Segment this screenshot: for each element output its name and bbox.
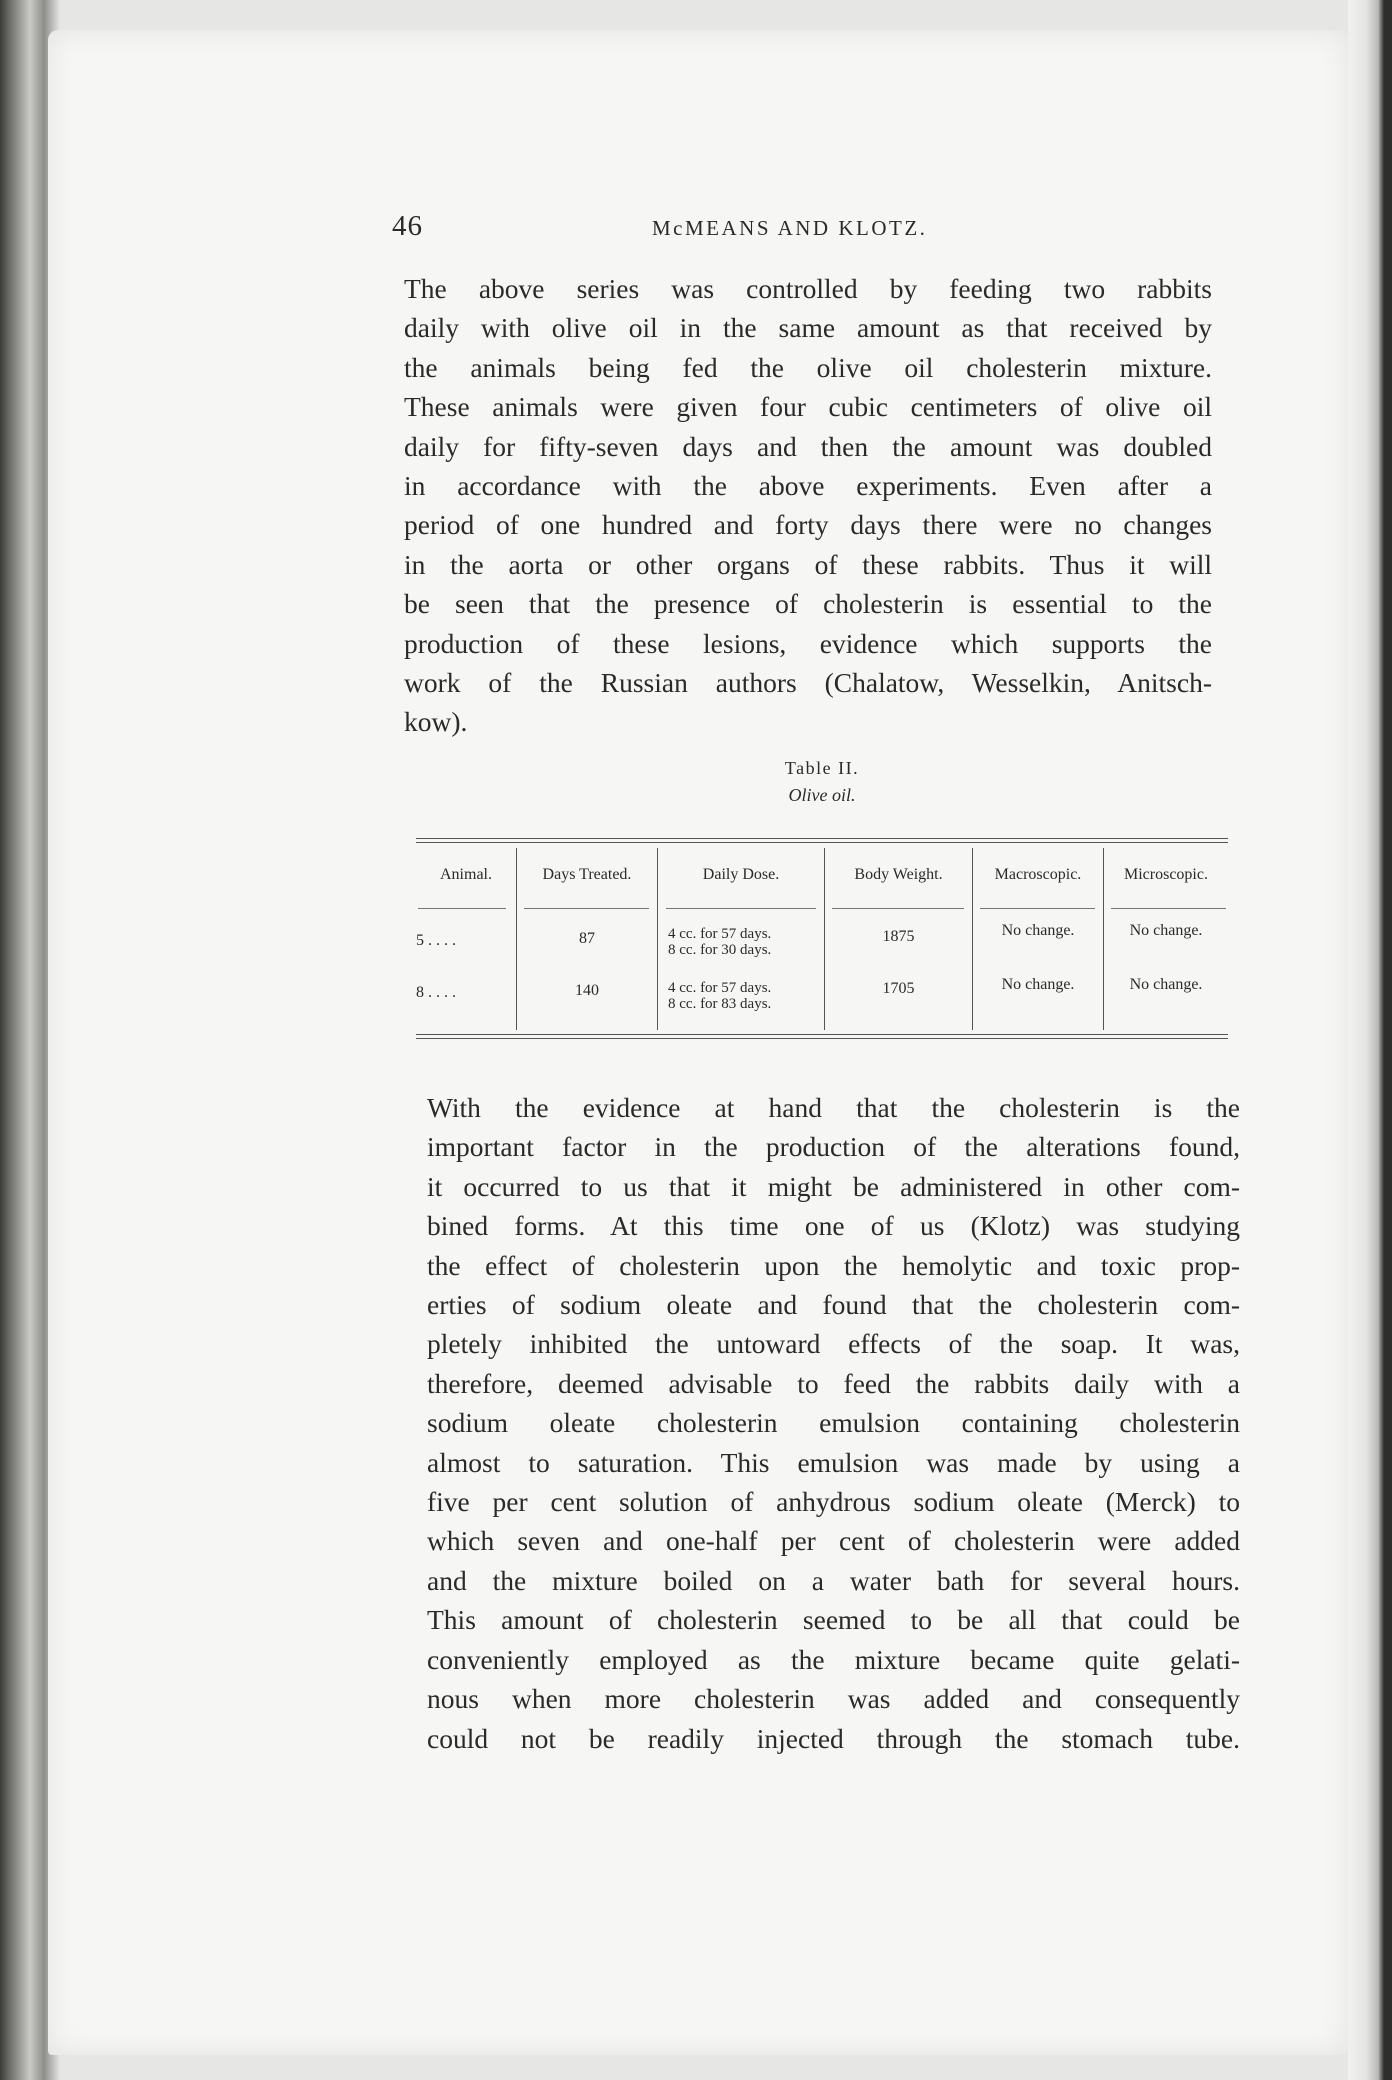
text-line: be seen that the presence of cholesterin is essential to the bbox=[404, 588, 1212, 620]
text-line: erties of sodium oleate and found that the cholesterin com- bbox=[427, 1289, 1240, 1321]
dose-line: 4 cc. for 57 days. bbox=[668, 926, 772, 942]
text-line: pletely inhibited the untoward effects of the soap. It was, bbox=[427, 1328, 1240, 1360]
text-line: daily with olive oil in the same amount as that received by bbox=[404, 312, 1212, 344]
header-underline bbox=[418, 908, 506, 909]
text-line: in accordance with the above experiments. Even after a bbox=[404, 470, 1212, 502]
text-line: could not be readily injected through the stomach tube. bbox=[427, 1722, 1240, 1754]
table-rule bbox=[416, 1034, 1228, 1035]
column-header-days: Days Treated. bbox=[542, 866, 632, 883]
table-caption bbox=[412, 758, 1232, 806]
header-underline bbox=[1111, 908, 1226, 909]
header-underline bbox=[666, 908, 816, 909]
text-line: daily for fifty-seven days and then the amount was doubled bbox=[404, 430, 1212, 462]
text-line: which seven and one-half per cent of cholesterin were added bbox=[427, 1525, 1240, 1557]
text-line: production of these lesions, evidence which supports the bbox=[404, 627, 1212, 659]
header-underline bbox=[524, 908, 649, 909]
page-number: 46 bbox=[392, 210, 423, 242]
page-edge bbox=[1348, 0, 1392, 2080]
text-line: conveniently employed as the mixture became quite gelati- bbox=[427, 1643, 1240, 1675]
header-underline bbox=[832, 908, 964, 909]
data-table bbox=[416, 838, 1228, 1048]
text-line: almost to saturation. This emulsion was made by using a bbox=[427, 1446, 1240, 1478]
text-line: nous when more cholesterin was added and consequently bbox=[427, 1683, 1240, 1715]
text-line: The above series was controlled by feeding two rabbits bbox=[404, 273, 1212, 304]
text-line: five per cent solution of anhydrous sodium oleate (Merck) to bbox=[427, 1486, 1240, 1518]
column-header-dose: Daily Dose. bbox=[702, 866, 780, 883]
table-title: Table II. bbox=[784, 758, 860, 778]
cell-macroscopic: No change. bbox=[1001, 922, 1075, 939]
dose-line: 8 cc. for 83 days. bbox=[668, 996, 772, 1012]
running-title: McMEANS AND KLOTZ. bbox=[652, 216, 928, 240]
text-line: the animals being fed the olive oil cholesterin mixture. bbox=[404, 351, 1212, 383]
cell-dose bbox=[668, 926, 771, 958]
column-header-animal: Animal. bbox=[440, 866, 492, 883]
text-line: bined forms. At this time one of us (Klotz) was studying bbox=[427, 1210, 1240, 1242]
paragraph-2 bbox=[427, 1088, 1240, 1758]
text-line: therefore, deemed advisable to feed the rabbits daily with a bbox=[427, 1367, 1240, 1399]
table-rule bbox=[416, 838, 1228, 839]
text-line: With the evidence at hand that the cholesterin is the bbox=[427, 1092, 1240, 1123]
cell-days: 87 bbox=[579, 930, 595, 947]
paragraph-1 bbox=[404, 269, 1212, 742]
cell-microscopic: No change. bbox=[1129, 976, 1203, 993]
text-line: in the aorta or other organs of these rabbits. Thus it will bbox=[404, 548, 1212, 580]
text-line: sodium oleate cholesterin emulsion containing cholesterin bbox=[427, 1407, 1240, 1439]
cell-animal: 5 . . . . bbox=[416, 932, 456, 949]
text-line: kow). bbox=[404, 706, 468, 738]
text-line: This amount of cholesterin seemed to be all that could be bbox=[427, 1604, 1240, 1636]
text-line: the effect of cholesterin upon the hemolytic and toxic prop- bbox=[427, 1249, 1240, 1281]
header-underline bbox=[980, 908, 1095, 909]
text-line: work of the Russian authors (Chalatow, Wesselkin, Anitsch- bbox=[404, 667, 1212, 699]
text-line: it occurred to us that it might be administered in other com- bbox=[427, 1170, 1240, 1202]
text-line: and the mixture boiled on a water bath for several hours. bbox=[427, 1564, 1240, 1596]
cell-macroscopic: No change. bbox=[1001, 976, 1075, 993]
cell-microscopic: No change. bbox=[1129, 922, 1203, 939]
cell-dose bbox=[668, 980, 771, 1012]
cell-days: 140 bbox=[575, 982, 599, 999]
cell-animal: 8 . . . . bbox=[416, 984, 456, 1001]
table-rule bbox=[416, 1038, 1228, 1039]
text-line: important factor in the production of the alterations found, bbox=[427, 1131, 1240, 1163]
text-line: These animals were given four cubic centimeters of olive oil bbox=[404, 391, 1212, 423]
table-subtitle: Olive oil. bbox=[788, 785, 856, 805]
column-header-microscopic: Microscopic. bbox=[1124, 866, 1208, 883]
cell-weight: 1875 bbox=[882, 928, 915, 945]
column-header-weight: Body Weight. bbox=[854, 866, 943, 883]
cell-weight: 1705 bbox=[882, 980, 915, 997]
running-header bbox=[392, 210, 1222, 250]
dose-line: 4 cc. for 57 days. bbox=[668, 980, 772, 996]
table-rule bbox=[416, 842, 1228, 843]
text-line: period of one hundred and forty days there were no changes bbox=[404, 509, 1212, 541]
dose-line: 8 cc. for 30 days. bbox=[668, 942, 772, 958]
column-header-macroscopic: Macroscopic. bbox=[994, 866, 1082, 883]
